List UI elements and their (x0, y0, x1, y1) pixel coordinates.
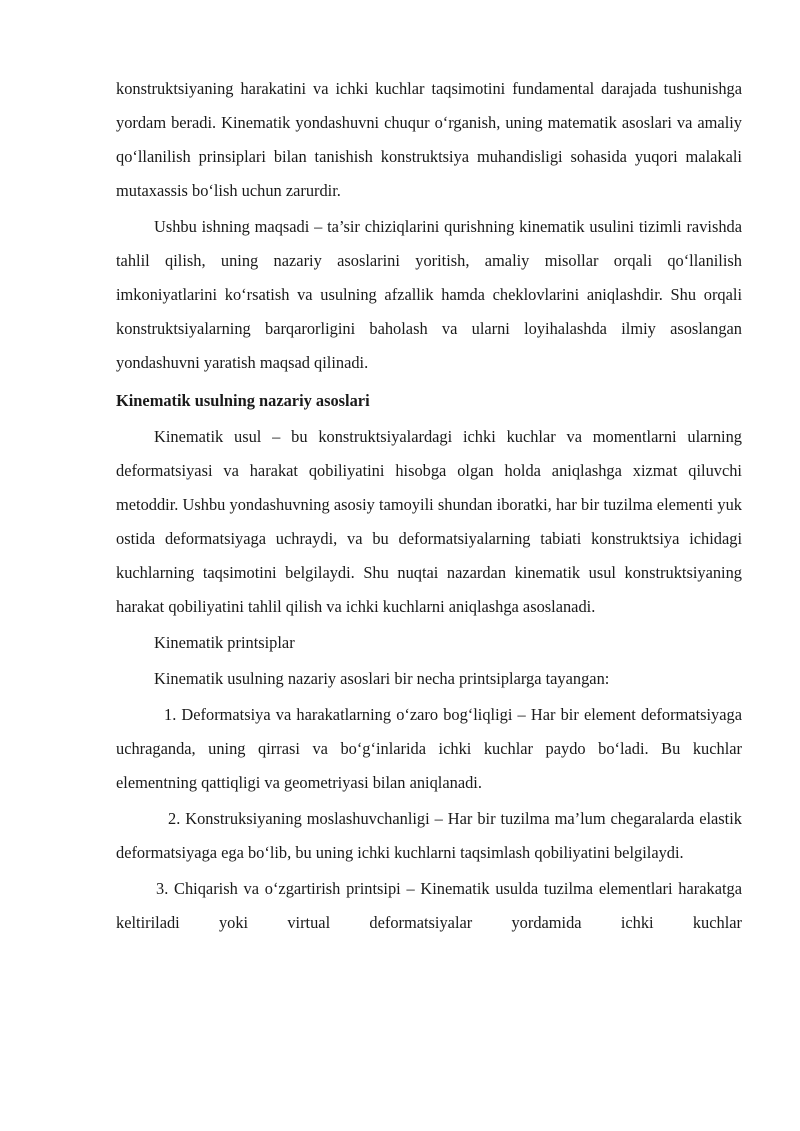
document-page (116, 72, 742, 940)
paragraph-principles-intro: Kinematik usulning nazariy asoslari bir necha printsiplarga tayangan: (154, 669, 610, 688)
paragraph-purpose: Ushbu ishning maqsadi – ta’sir chiziqlarini qurishning kinematik usulini tizimli ravishda tahlil qilish, uning nazariy asoslarini yoritish, amaliy misollar orqali qo‘llanilish imkoniyatlarini ko‘rsatish va usulning afzallik hamda cheklovlarini aniqlashdir. Shu orqali konstruktsiyalarning barqarorligini baholash va ularni loyihalashda ilmiy asoslangan yondashuvni yaratish maqsad qilinadi. (116, 217, 742, 372)
section-heading: Kinematik usulning nazariy asoslari (116, 391, 370, 410)
list-item-3: 3. Chiqarish va o‘zgartirish printsipi – Kinematik usulda tuzilma elementlari harakatga keltiriladi yoki virtual deformatsiyalar yordamida ichki kuchlar (116, 879, 742, 932)
list-item-1: 1. Deformatsiya va harakatlarning o‘zaro bog‘liqligi – Har bir element deformatsiyaga uchraganda, uning qirrasi va bo‘g‘inlarida ichki kuchlar paydo bo‘ladi. Bu kuchlar elementning qattiqligi va geometriyasi bilan aniqlanadi. (116, 705, 742, 792)
paragraph-intro-continuation: konstruktsiyaning harakatini va ichki kuchlar taqsimotini fundamental darajada tushunishga yordam beradi. Kinematik yondashuvni chuqur o‘rganish, uning matematik asoslari va amaliy qo‘llanilish prinsiplari bilan tanishish konstruktsiya muhandisligi sohasida yuqori malakali mutaxassis bo‘lish uchun zarurdir. (116, 79, 742, 200)
list-item-2: 2. Konstruksiyaning moslashuvchanligi – Har bir tuzilma ma’lum chegaralarda elastik deformatsiyaga ega bo‘lib, bu uning ichki kuchlarni taqsimlash qobiliyatini belgilaydi. (116, 809, 742, 862)
subheading-principles: Kinematik printsiplar (154, 633, 295, 652)
paragraph-method-definition: Kinematik usul – bu konstruktsiyalardagi ichki kuchlar va momentlarni ularning deformatsiyasi va harakat qobiliyatini hisobga olgan holda aniqlashga xizmat qiluvchi metoddir. Ushbu yondashuvning asosiy tamoyili shundan iboratki, har bir tuzilma elementi yuk ostida deformatsiyaga uchraydi, va bu deformatsiyalarning tabiati konstruktsiya ichidagi kuchlarning taqsimotini belgilaydi. Shu nuqtai nazardan kinematik usul konstruktsiyaning harakat qobiliyatini tahlil qilish va ichki kuchlarni aniqlashga asoslanadi. (116, 427, 742, 616)
